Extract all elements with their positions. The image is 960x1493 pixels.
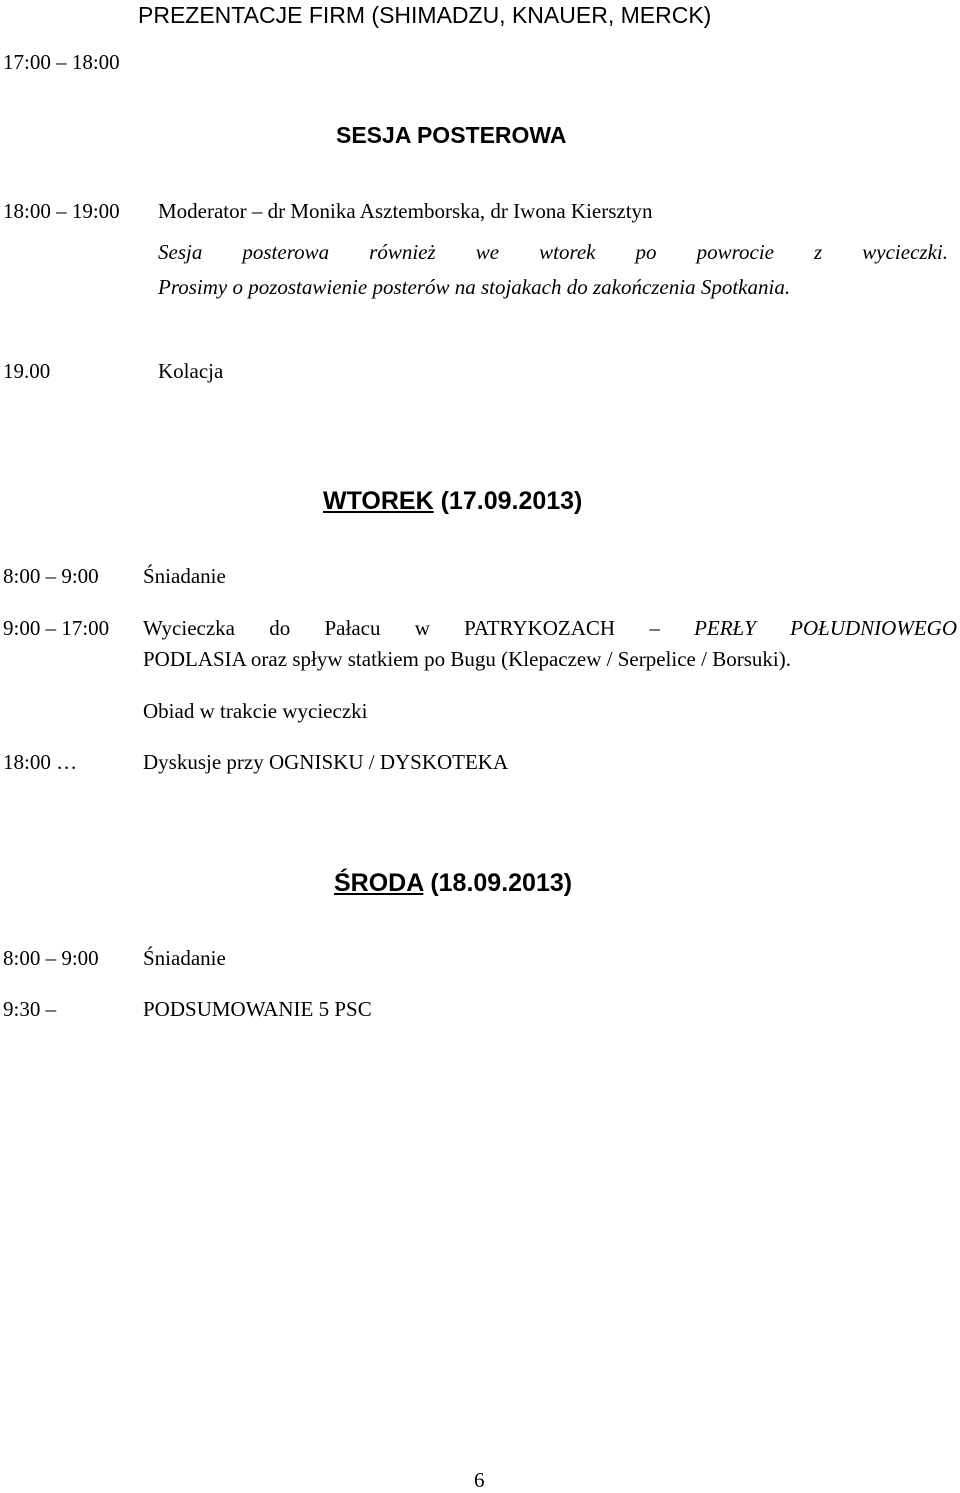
tuesday-breakfast-time: 8:00 – 9:00 [3,564,99,588]
wednesday-heading-date: (18.09.2013) [430,869,573,897]
evening-time: 18:00 … [3,750,78,774]
tuesday-heading-day: WTOREK [323,487,434,515]
poster-session-title: SESJA POSTEROWA [336,122,567,148]
summary-time: 9:30 – [3,997,57,1021]
poster-note-line-2: Prosimy o pozostawienie posterów na stojakach do zakończenia Spotkania. [158,275,791,299]
trip-time: 9:00 – 17:00 [3,616,110,640]
wednesday-breakfast-label: Śniadanie [143,946,226,970]
trip-line-2: PODLASIA oraz spływ statkiem po Bugu (Klepaczew / Serpelice / Borsuki). [143,647,791,671]
presentations-title: PREZENTACJE FIRM (SHIMADZU, KNAUER, MERCK) [138,2,712,28]
page-number: 6 [474,1468,485,1492]
trip-line-1-italic: PERŁY POŁUDNIOWEGO [694,616,957,640]
tuesday-heading-date: (17.09.2013) [440,487,583,515]
presentations-time: 17:00 – 18:00 [3,50,120,74]
poster-session-moderator: Moderator – dr Monika Asztemborska, dr Iwona Kiersztyn [158,199,653,223]
tuesday-breakfast-label: Śniadanie [143,564,226,588]
poster-session-time: 18:00 – 19:00 [3,199,120,223]
tuesday-heading [323,487,582,516]
wednesday-heading [334,869,572,898]
summary-label: PODSUMOWANIE 5 PSC [143,997,372,1021]
wednesday-breakfast-time: 8:00 – 9:00 [3,946,99,970]
trip-line-1 [143,616,957,641]
lunch-note: Obiad w trakcie wycieczki [143,699,368,723]
evening-label: Dyskusje przy OGNISKU / DYSKOTEKA [143,750,509,774]
wednesday-heading-day: ŚRODA [334,869,424,897]
poster-note-line-1: Sesja posterowa również we wtorek po powrocie z wycieczki. [158,240,948,264]
trip-line-1-text: Wycieczka do Pałacu w PATRYKOZACH – [143,616,660,640]
dinner-time: 19.00 [3,359,51,383]
dinner-label: Kolacja [158,359,224,383]
